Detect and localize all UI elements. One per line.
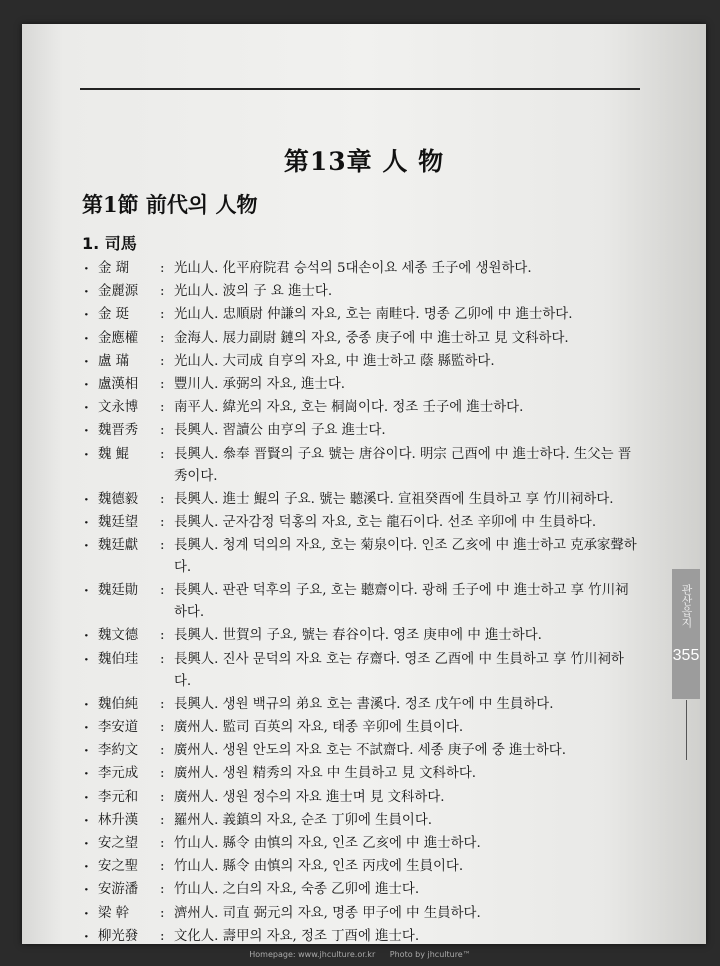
person-name: 盧 璊 (98, 353, 130, 369)
list-item (84, 420, 639, 442)
person-name: 金麗源 (98, 284, 139, 300)
separator: : (160, 628, 165, 644)
subsection-title: 1. 司馬 (82, 234, 137, 253)
person-name: 安游潘 (98, 882, 139, 898)
footer (0, 950, 720, 959)
person-description: 廣州人. 생원 안도의 자요 호는 不試齋다. 세종 庚子에 중 進士하다. (174, 743, 566, 759)
person-description: 長興人. 世賀의 子요, 號는 春谷이다. 영조 庚申에 中 進士하다. (174, 628, 542, 644)
person-name: 金 珽 (98, 307, 130, 323)
person-name: 金應權 (98, 330, 139, 346)
bullet-icon: · (84, 835, 89, 852)
person-description: 廣州人. 생원 精秀의 자요 中 生員하고 見 文科하다. (174, 766, 477, 782)
separator: : (160, 743, 165, 759)
bullet-icon: · (84, 720, 89, 736)
footer-homepage: Homepage: www.jhculture.or.kr (249, 950, 376, 959)
list-item (84, 694, 639, 716)
list-item (84, 787, 639, 809)
person-description: 長興人. 進士 鯤의 子요. 號는 聽溪다. 宣祖癸酉에 生員하고 享 竹川祠하다. (174, 491, 614, 507)
bullet-icon: · (84, 882, 89, 899)
list-item (84, 833, 639, 855)
list-item (84, 580, 639, 624)
side-tab-label: 관산읍지 (680, 584, 693, 628)
list-item (84, 879, 639, 901)
list-item (84, 926, 639, 948)
bullet-icon: · (84, 491, 89, 508)
list-item (84, 535, 639, 579)
bullet-icon: · (84, 583, 89, 600)
person-description: 光山人. 化平府院君 승석의 5대손이요 세종 壬子에 생원하다. (174, 261, 532, 276)
bullet-icon: · (84, 743, 89, 760)
separator: : (160, 376, 165, 392)
list-item (84, 512, 639, 534)
person-name: 李元成 (98, 766, 139, 782)
bullet-icon: · (84, 446, 89, 463)
person-description: 光山人. 大司成 自亨의 자요, 中 進士하고 蔭 縣監하다. (174, 353, 495, 369)
list-item (84, 304, 639, 326)
bullet-icon: · (84, 284, 89, 301)
separator: : (160, 859, 165, 875)
list-item (84, 351, 639, 373)
bullet-icon: · (84, 766, 89, 783)
person-name: 李約文 (98, 743, 139, 759)
person-description: 長興人. 군자감정 덕홍의 자요, 호는 龍石이다. 선조 辛卯에 中 生員하다. (174, 514, 597, 530)
bullet-icon: · (84, 261, 89, 277)
separator: : (160, 928, 165, 944)
person-name: 魏 鯤 (98, 446, 130, 462)
person-name: 魏晋秀 (98, 423, 139, 439)
footer-photo: Photo by jhculture™ (389, 950, 471, 959)
person-description: 濟州人. 司直 弼元의 자요, 명종 甲子에 中 生員하다. (174, 905, 481, 921)
separator: : (160, 835, 165, 851)
person-description: 豐川人. 承弼의 자요, 進士다. (174, 376, 346, 392)
person-description: 竹山人. 縣令 由慎의 자요, 인조 乙亥에 中 進士하다. (174, 835, 481, 851)
bullet-icon: · (84, 789, 89, 806)
separator: : (160, 720, 165, 735)
person-description: 長興人. 생원 백규의 弟요 호는 書溪다. 정조 戊午에 中 生員하다. (174, 696, 554, 712)
list-item (84, 649, 639, 693)
person-name: 梁 幹 (98, 905, 130, 921)
book-page (22, 24, 706, 944)
person-name: 安之望 (98, 835, 139, 851)
person-name: 魏文德 (98, 628, 139, 644)
separator: : (160, 905, 165, 921)
person-description: 文化人. 壽甲의 자요, 정조 丁酉에 進士다. (174, 928, 420, 944)
separator: : (160, 330, 165, 346)
person-name: 金 瑚 (98, 261, 130, 276)
separator: : (160, 307, 165, 323)
bullet-icon: · (84, 928, 89, 945)
person-description: 羅州人. 義鎮의 자요, 순조 丁卯에 生員이다. (174, 812, 433, 828)
page-number: 355 (672, 647, 700, 664)
list-item (84, 444, 639, 488)
list-item (84, 328, 639, 350)
bullet-icon: · (84, 376, 89, 393)
list-item (84, 281, 639, 303)
person-description: 廣州人. 監司 百英의 자요, 태종 辛卯에 生員이다. (174, 720, 464, 735)
person-description: 金海人. 展力副尉 鏈의 자요, 중종 庚子에 中 進士하고 見 文科하다. (174, 330, 569, 346)
side-divider (686, 700, 687, 760)
separator: : (160, 583, 165, 599)
list-item (84, 397, 639, 419)
separator: : (160, 882, 165, 898)
person-description: 竹山人. 之白의 자요, 숙종 乙卯에 進士다. (174, 882, 420, 898)
separator: : (160, 284, 165, 300)
person-name: 李元和 (98, 789, 139, 805)
person-name: 盧漢相 (98, 376, 139, 392)
person-description: 長興人. 習讀公 由亨의 子요 進士다. (174, 423, 386, 439)
separator: : (160, 446, 165, 462)
separator: : (160, 491, 165, 507)
list-item (84, 810, 639, 832)
person-description: 長興人. 진사 문덕의 자요 호는 存齋다. 영조 乙酉에 中 生員하고 享 竹川祠하다. (174, 651, 624, 689)
list-item (84, 258, 639, 280)
list-item (84, 856, 639, 878)
bullet-icon: · (84, 628, 89, 645)
person-description: 長興人. 청계 덕의의 자요, 호는 菊泉이다. 인조 乙亥에 中 進士하고 克承家聲하다. (174, 538, 637, 576)
person-name: 魏廷勛 (98, 583, 139, 599)
list-item (84, 717, 639, 739)
bullet-icon: · (84, 812, 89, 829)
separator: : (160, 261, 165, 276)
separator: : (160, 538, 165, 554)
bullet-icon: · (84, 330, 89, 347)
separator: : (160, 651, 165, 667)
chapter-title: 第13章 人 物 (283, 147, 445, 176)
header-rule (80, 88, 640, 90)
person-name: 柳光發 (98, 928, 139, 944)
person-name: 文永博 (98, 400, 139, 416)
side-tab (672, 569, 700, 699)
person-name: 魏德毅 (98, 491, 139, 507)
person-name: 林升漢 (98, 812, 139, 828)
person-name: 魏伯純 (98, 696, 139, 712)
separator: : (160, 423, 165, 439)
list-item (84, 763, 639, 785)
person-description: 長興人. 판관 덕후의 子요, 호는 聽齋이다. 광해 壬子에 中 進士하고 享 竹川祠하다. (174, 583, 629, 621)
section-title: 第1節 前代의 人物 (82, 192, 258, 217)
separator: : (160, 353, 165, 369)
person-description: 南平人. 緯光의 자요, 호는 桐崗이다. 정조 壬子에 進士하다. (174, 400, 524, 416)
separator: : (160, 812, 165, 828)
bullet-icon: · (84, 423, 89, 440)
person-description: 長興人. 叅奉 晋賢의 子요 號는 唐谷이다. 明宗 己酉에 中 進士하다. 生父는 晋秀이다. (174, 446, 632, 484)
person-description: 廣州人. 생원 정수의 자요 進士며 見 文科하다. (174, 789, 445, 805)
person-name: 魏伯珪 (98, 651, 139, 667)
separator: : (160, 789, 165, 805)
bullet-icon: · (84, 307, 89, 324)
separator: : (160, 696, 165, 712)
bullet-icon: · (84, 696, 89, 713)
entry-list (84, 258, 639, 949)
separator: : (160, 400, 165, 416)
list-item (84, 903, 639, 925)
bullet-icon: · (84, 353, 89, 370)
bullet-icon: · (84, 905, 89, 922)
bullet-icon: · (84, 538, 89, 555)
person-description: 光山人. 忠順尉 仲謙의 자요, 호는 南畦다. 명종 乙卯에 中 進士하다. (174, 307, 573, 323)
bullet-icon: · (84, 859, 89, 876)
bullet-icon: · (84, 514, 89, 531)
person-name: 魏廷望 (98, 514, 139, 530)
list-item (84, 374, 639, 396)
list-item (84, 625, 639, 647)
person-name: 李安道 (98, 720, 139, 735)
separator: : (160, 514, 165, 530)
bullet-icon: · (84, 400, 89, 417)
person-description: 光山人. 波의 子 요 進士다. (174, 284, 333, 300)
person-description: 竹山人. 縣令 由慎의 자요, 인조 丙戌에 生員이다. (174, 859, 464, 875)
person-name: 安之聖 (98, 859, 139, 875)
list-item (84, 740, 639, 762)
separator: : (160, 766, 165, 782)
list-item (84, 489, 639, 511)
person-name: 魏廷獻 (98, 538, 139, 554)
bullet-icon: · (84, 651, 89, 668)
